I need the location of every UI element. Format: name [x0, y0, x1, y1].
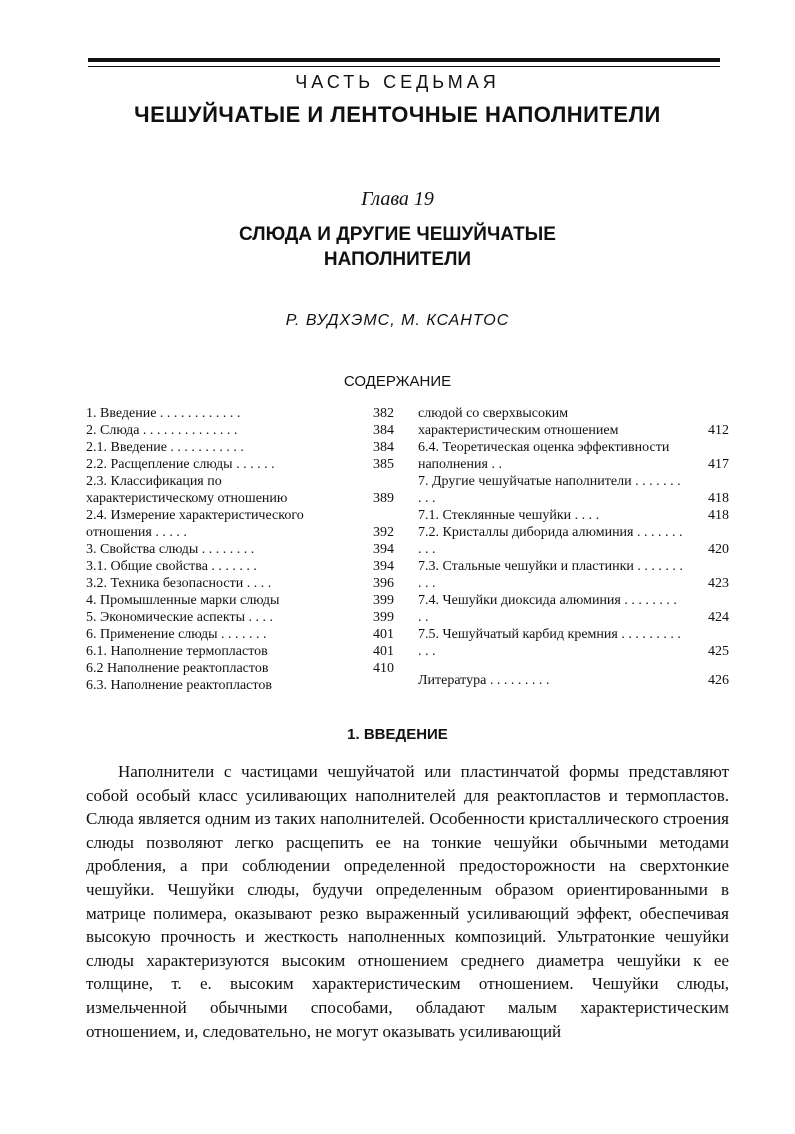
chapter-label: Глава 19 [361, 188, 434, 210]
toc-entry-title: Литература . . . . . . . . . [418, 673, 550, 688]
toc-entry-title: 4. Промышленные марки слюды [86, 593, 280, 608]
toc-entry-page: 424 [689, 609, 729, 626]
toc-entry-title: 7. Другие чешуйчатые наполнители . . . . . . . . . . [418, 474, 681, 506]
toc-entry [86, 541, 394, 558]
toc-entry-page: 410 [354, 660, 394, 677]
toc-gap [418, 660, 729, 672]
toc-entry [418, 473, 729, 507]
toc-entry-title: 3.2. Техника безопасности . . . . [86, 576, 272, 591]
toc-entry-title: 2.2. Расщепление слюды . . . . . . [86, 457, 275, 472]
toc-entry-page: 384 [354, 422, 394, 439]
toc-entry-page: 420 [689, 541, 729, 558]
toc-entry [418, 592, 729, 626]
toc-entry [86, 405, 394, 422]
toc-entry-page: 394 [354, 558, 394, 575]
toc-entry-page: 401 [354, 643, 394, 660]
toc-entry [86, 660, 394, 677]
toc-entry-title: 6.4. Теоретическая оценка эффективности наполнения . . [418, 440, 670, 472]
toc-entry-page: 425 [689, 643, 729, 660]
toc-entry-page: 418 [689, 490, 729, 507]
toc-entry-page: 423 [689, 575, 729, 592]
toc-entry [86, 575, 394, 592]
toc-entry-page: 394 [354, 541, 394, 558]
toc-entry-page: 401 [354, 626, 394, 643]
toc-entry-title: 3. Свойства слюды . . . . . . . . [86, 542, 255, 557]
chapter-title-line-2: НАПОЛНИТЕЛИ [323, 249, 472, 270]
section-heading: 1. ВВЕДЕНИЕ [347, 726, 448, 743]
toc-entry [86, 677, 394, 694]
toc-entry-page: 412 [689, 422, 729, 439]
toc-entry-title: 2.4. Измерение характеристического отношения . . . . . [86, 508, 304, 540]
toc-entry-title: 7.1. Стеклянные чешуйки . . . . [418, 508, 600, 523]
toc-entry [86, 422, 394, 439]
toc-entry-page: 389 [354, 490, 394, 507]
header-rule-thick [88, 58, 720, 62]
toc-entry-page: 399 [354, 609, 394, 626]
toc-entry-page: 399 [354, 592, 394, 609]
part-label: ЧАСТЬ СЕДЬМАЯ [295, 72, 500, 92]
toc-entry [86, 456, 394, 473]
toc-entry-page: 426 [689, 672, 729, 689]
toc-entry-page: 385 [354, 456, 394, 473]
toc-entry-title: 7.5. Чешуйчатый карбид кремния . . . . . . . . . . . . [418, 627, 681, 659]
toc-entry-title: 5. Экономические аспекты . . . . [86, 610, 274, 625]
toc-entry [86, 473, 394, 507]
toc-entry [418, 439, 729, 473]
toc-entry-title: 6.3. Наполнение реактопластов [86, 678, 272, 693]
toc-entry-title: 6. Применение слюды . . . . . . . [86, 627, 267, 642]
toc-entry [86, 592, 394, 609]
toc-entry-page: 417 [689, 456, 729, 473]
part-title: ЧЕШУЙЧАТЫЕ И ЛЕНТОЧНЫЕ НАПОЛНИТЕЛИ [134, 102, 661, 127]
toc-entry [418, 507, 729, 524]
toc-entry-page: 392 [354, 524, 394, 541]
toc-entry [86, 643, 394, 660]
toc-entry-title: 6.1. Наполнение термопластов [86, 644, 268, 659]
authors: Р. ВУДХЭМС, М. КСАНТОС [285, 312, 510, 329]
toc-entry-page: 396 [354, 575, 394, 592]
toc-entry-page: 418 [689, 507, 729, 524]
toc-entry-page: 384 [354, 439, 394, 456]
toc-entry [418, 672, 729, 689]
toc-entry-title: 7.3. Стальные чешуйки и пластинки . . . . . . . . . . [418, 559, 683, 591]
toc-entry-title: слюдой со сверхвысоким характеристическим отношением [418, 406, 619, 438]
toc-entry-title: 6.2 Наполнение реактопластов [86, 661, 269, 676]
header-rule-thin [88, 66, 720, 67]
toc-entry [86, 609, 394, 626]
body-paragraph: Наполнители с частицами чешуйчатой или пластинчатой формы представляют собой особый класс усиливающих наполнителей для реактопластов и термопластов. Слюда является одним из таких наполнителей. Особенности кристаллического строения слюды позволяют легко расщепить ее на тонкие чешуйки обычными методами дробления, а при соблюдении определенной предосторожности на сверхтонкие чешуйки. Чешуйки слюды, будучи определенным образом ориентированными в матрице полимера, оказывают резко выраженный усиливающий эффект, обеспечивая высокую прочность и жесткость наполненных композиций. Ультратонкие чешуйки слюды характеризуются высоким отношением среднего диаметра чешуйки к ее толщине, т. е. высоким характеристическим отношением. Чешуйки слюды, измельченной обычными способами, обладают малым характеристическим отношением, и, следовательно, не могут оказывать усиливающий [86, 762, 729, 1041]
chapter-title [0, 222, 795, 272]
toc-entry [86, 558, 394, 575]
toc-entry-title: 2. Слюда . . . . . . . . . . . . . . [86, 423, 238, 438]
toc-heading: СОДЕРЖАНИЕ [343, 373, 452, 390]
toc-entry-title: 7.4. Чешуйки диоксида алюминия . . . . . . . . . . [418, 593, 677, 625]
toc-entry [418, 558, 729, 592]
toc-entry-title: 7.2. Кристаллы диборида алюминия . . . . . . . . . . [418, 525, 683, 557]
toc-entry [86, 626, 394, 643]
toc-entry [418, 626, 729, 660]
toc-entry-title: 1. Введение . . . . . . . . . . . . [86, 406, 241, 421]
toc-entry [418, 524, 729, 558]
toc-entry-title: 2.3. Классификация по характеристическому отношению [86, 474, 288, 506]
toc-entry-page: 382 [354, 405, 394, 422]
toc-entry-title: 2.1. Введение . . . . . . . . . . . [86, 440, 244, 455]
toc-entry-title: 3.1. Общие свойства . . . . . . . [86, 559, 257, 574]
toc-entry [86, 439, 394, 456]
chapter-title-line-1: СЛЮДА И ДРУГИЕ ЧЕШУЙЧАТЫЕ [239, 224, 556, 245]
toc-left-column [86, 405, 394, 694]
toc-right-column [418, 405, 729, 689]
toc-entry [418, 405, 729, 439]
toc-entry [86, 507, 394, 541]
